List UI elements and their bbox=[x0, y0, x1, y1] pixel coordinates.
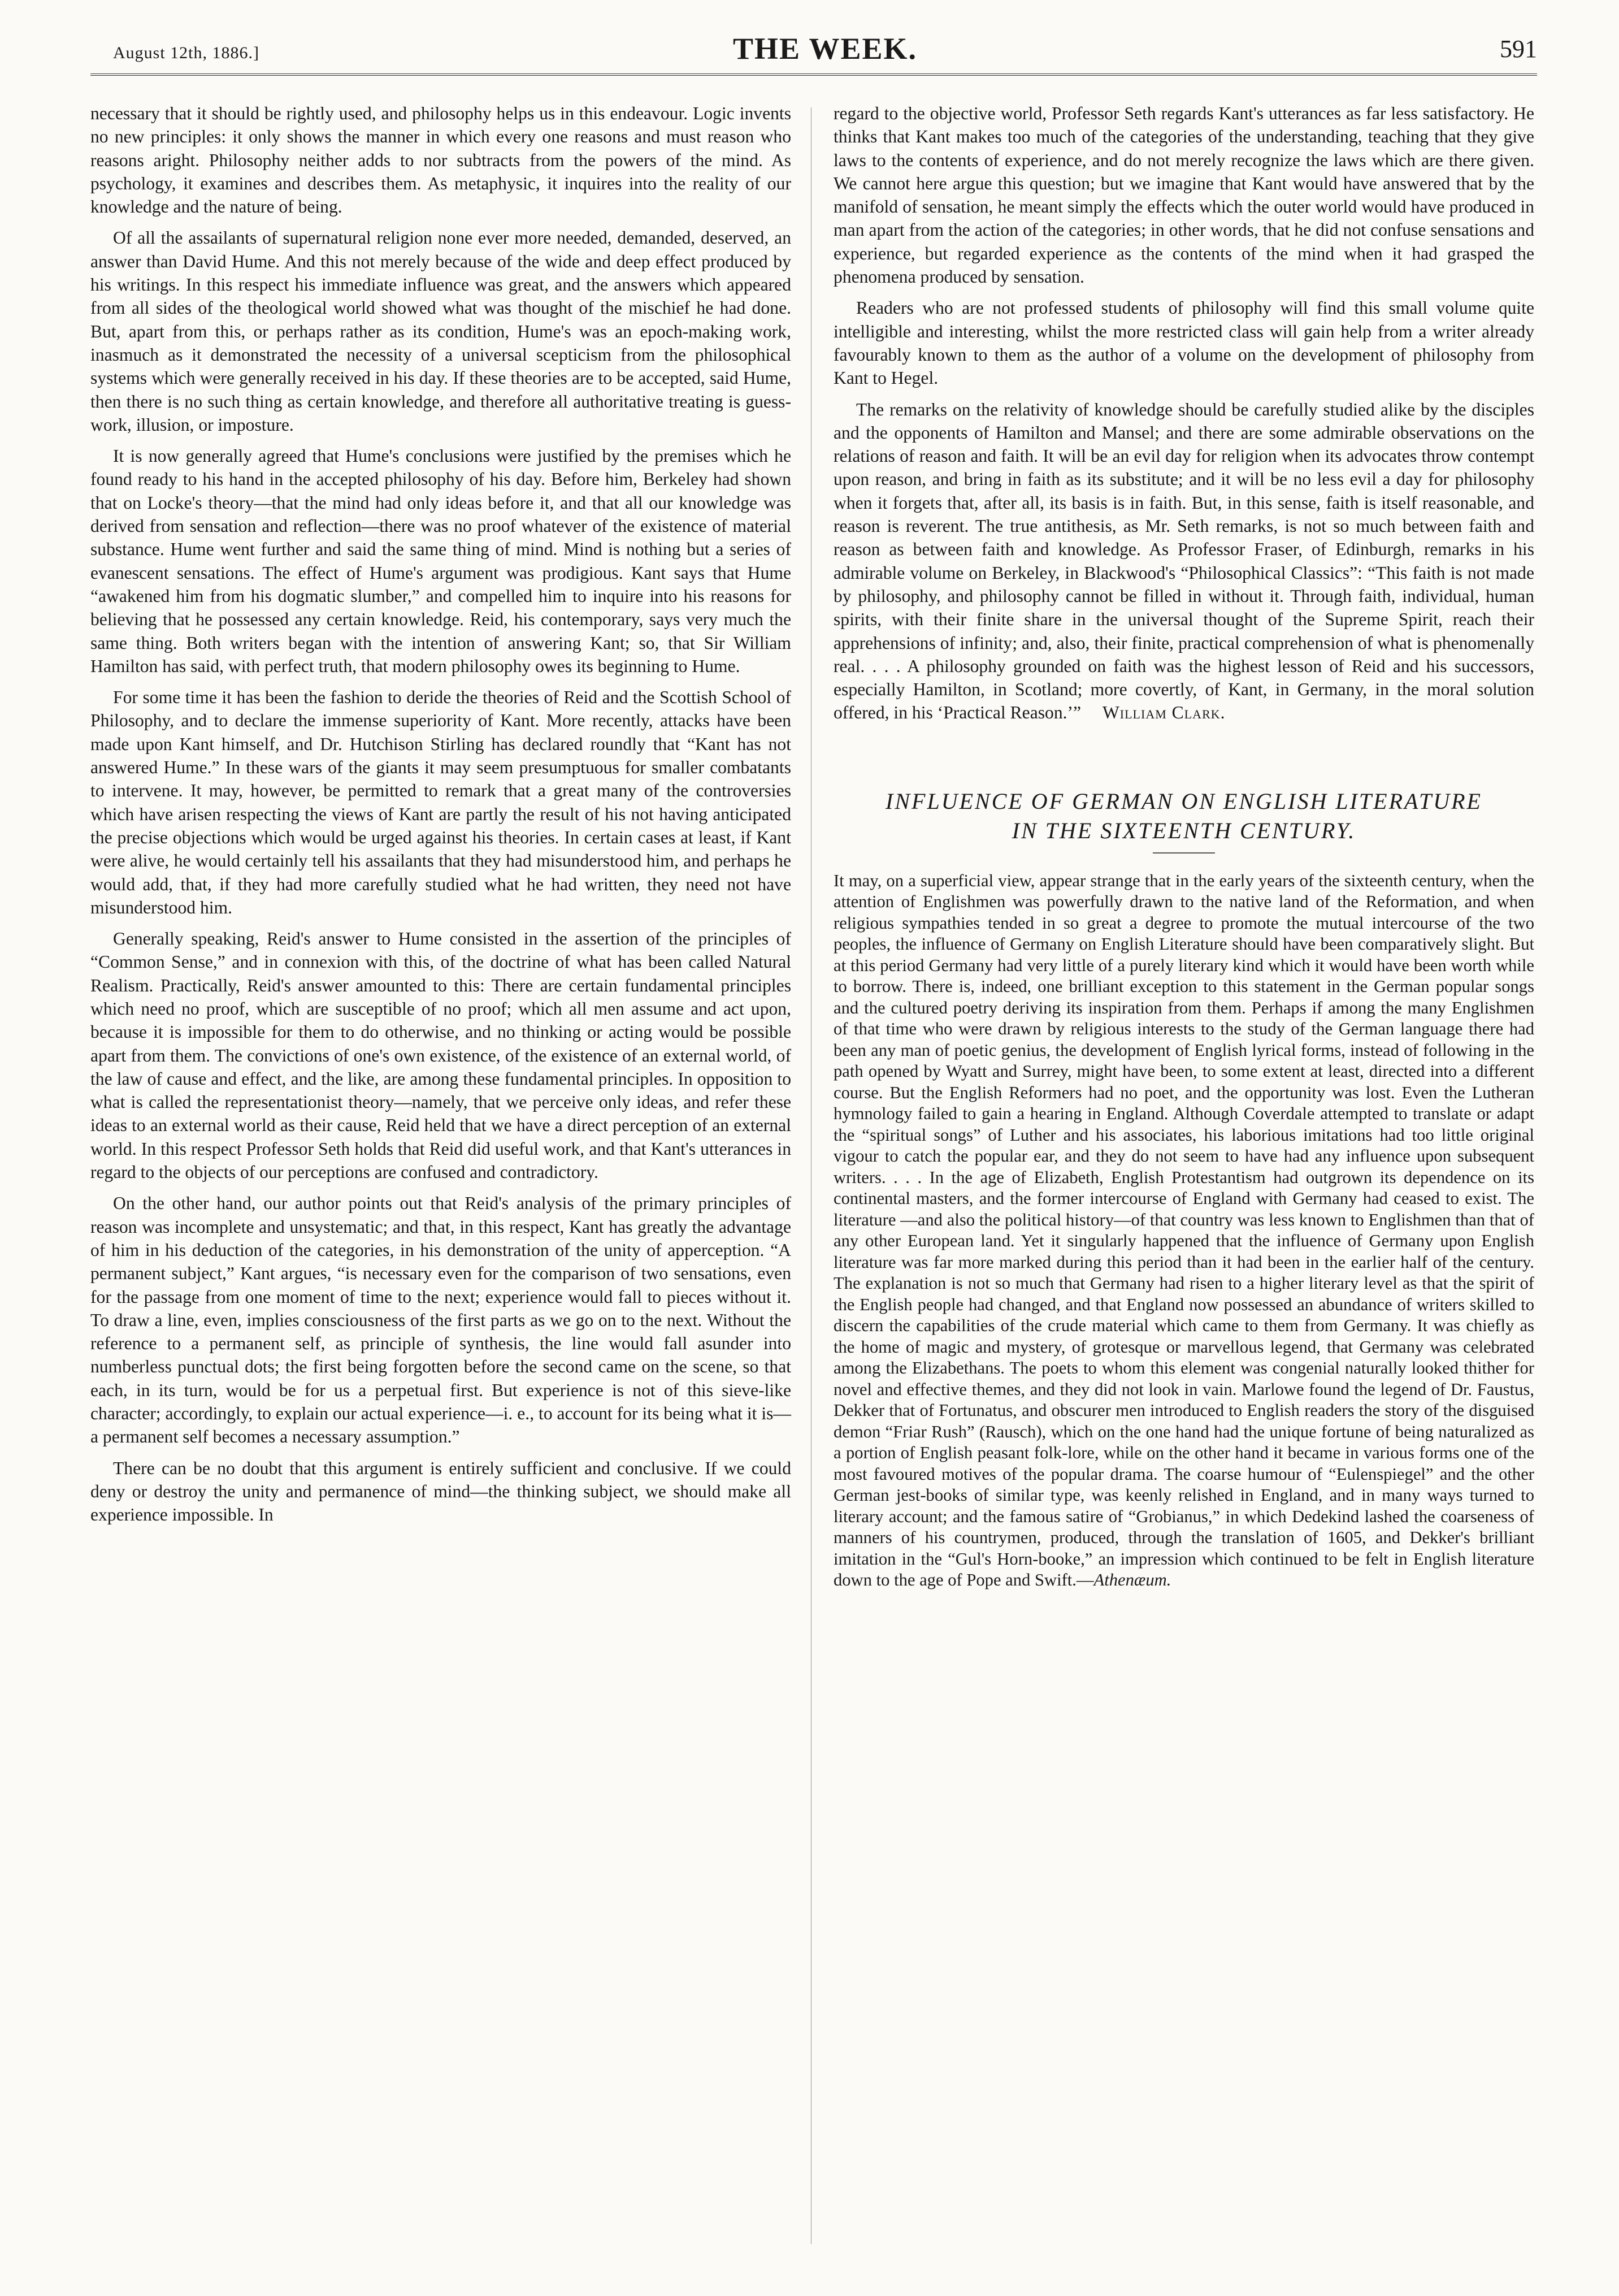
article-body bbox=[834, 870, 1534, 1591]
article-title-line: INFLUENCE OF GERMAN ON ENGLISH LITERATURE bbox=[886, 788, 1482, 814]
source-credit: Athenæum. bbox=[1093, 1570, 1171, 1590]
paragraph: regard to the objective world, Professor Seth regards Kant's utterances as far less satisfactory. He thinks that Kant makes too much of the categories of the understanding, teaching that they give laws to the contents of experience, and do not merely recognize the laws which are there given. We cannot here argue this question; but we imagine that Kant would have answered that by the manifold of sensation, he meant simply the effects which the outer world would have produced in man apart from the action of the categories; in other words, that he did not confuse sensations and experience, but regarded experience as the contents of the mind when it had grasped the phenomena produced by sensation. bbox=[834, 103, 1534, 287]
page-header bbox=[113, 31, 1537, 71]
masthead-title: THE WEEK. bbox=[732, 32, 918, 66]
paragraph: It is now generally agreed that Hume's conclusions were justified by the premises which he found ready to his hand in the accepted philosophy of his day. Before him, Berkeley had shown that on Locke's theory—that the mind had only ideas before it, and that all our knowledge was derived from sensation and reflection—there was no proof whatever of the existence of material substance. Hume went further and said the same thing of mind. Mind is nothing but a series of evanescent sensations. The effect of Hume's argument was prodigious. Kant says that Hume “awakened him from his dogmatic slumber,” and compelled him to inquire into his reasons for believing that he possessed any certain knowledge. Reid, his contemporary, says very much the same thing. Both writers began with the intention of answering Kant; so, that Sir William Hamilton has said, with perfect truth, that modern philosophy owes its beginning to Hume. bbox=[90, 446, 791, 676]
page-number: 591 bbox=[1500, 35, 1537, 63]
title-rule bbox=[1153, 852, 1215, 854]
paragraph: Readers who are not professed students of philosophy will find this small volume quite intelligible and interesting, whilst the more restricted class will gain help from a writer already favourably known to them as the author of a volume on the development of philosophy from Kant to Hegel. bbox=[834, 298, 1534, 388]
paragraph-text: It may, on a superficial view, appear strange that in the early years of the sixteenth century, when the attention of Englishmen was powerfully drawn to the native land of the Reformation, and when religious sympathies tended in so great a degree to promote the mutual intercourse of the two peoples, the influence of Germany on English Literature should have been comparatively slight. But at this period Germany had very little of a purely literary kind which it would have been worth while to borrow. There is, indeed, one brilliant exception to this statement in the German popular songs and the cultured poetry deriving its inspiration from them. Perhaps if among the many Englishmen of that time who were drawn by religious interests to the study of the German language there had been any man of poetic genius, the development of English lyrical forms, instead of following in the path opened by Wyatt and Surrey, might have been, to some extent at least, directed into a different course. But the English Reformers had no poet, and the opportunity was lost. Even the Lutheran hymnology failed to gain a hearing in England. Although Coverdale attempted to translate or adapt the “spiritual songs” of Luther and his associates, his laborious imitations had too little original vigour to catch the popular ear, and they do not seem to have had any influence upon subsequent writers. . . . In the age of Elizabeth, English Protestantism had outgrown its dependence on its continental masters, and the former intercourse of England with Germany had ceased to exist. The literature —and also the political history—of that country was less known to Englishmen than that of any other European land. Yet it singularly happened that the influence of Germany upon English literature was far more marked during this period than it had been in the earlier half of the century. The explanation is not so much that Germany had risen to a higher literary level as that the spirit of the English people had changed, and that England now possessed an abundance of writers skilled to discern the capabilities of the crude material which came to them from Germany. It was chiefly as the home of magic and mystery, of grotesque or marvellous legend, that Germany was celebrated among the Elizabethans. The poets to whom this element was congenial naturally looked thither for novel and effective themes, and they did not look in vain. Marlowe found the legend of Dr. Faustus, Dekker that of Fortunatus, and obscurer men introduced to English readers the story of the disguised demon “Friar Rush” (Rausch), which on the one hand had the unique fortune of being naturalized as a portion of English peasant folk-lore, while on the other hand it became in various forms one of the most favoured motives of the popular drama. The coarse humour of “Eulenspiegel” and the other German jest-books of similar type, was keenly relished in England, and in many ways turned to literary account; and the famous satire of “Grobianus,” in which Dedekind lashed the coarseness of manners of his countrymen, produced, through the translation of 1605, and Dekker's brilliant imitation in the “Gul's Horn-booke,” an impression which continued to be felt in English literature down to the age of Pope and Swift.— bbox=[834, 870, 1534, 1590]
right-column bbox=[834, 102, 1534, 2244]
paragraph bbox=[834, 398, 1534, 725]
paragraph: On the other hand, our author points out that Reid's analysis of the primary principles of reason was incomplete and unsystematic; and that, in this respect, Kant has greatly the advantage of him in his deduction of the categories, in his demonstration of the unity of apperception. “A permanent subject,” Kant argues, “is necessary even for the comparison of two sensations, even for the passage from one moment of time to the next; experience would fall to pieces without it. To draw a line, even, implies consciousness of the first parts as we go on to the next. Without the reference to a permanent self, as principle of synthesis, the line would fall asunder into numberless punctual dots; the first being forgotten before the second came on the scene, so that each, in its turn, would be for us a perpetual first. But experience is not of this sieve-like character; accordingly, to explain our actual experience—i. e., to account for its being what it is—a permanent self becomes a necessary assumption.” bbox=[90, 1193, 791, 1447]
paragraph: Of all the assailants of supernatural religion none ever more needed, demanded, deserved, an answer than David Hume. And this not merely because of the wide and deep effect produced by his writings. In this respect his immediate influence was great, and the answers which appeared from all sides of the theological world showed what was thought of the mischief he had done. But, apart from this, or perhaps rather as its condition, Hume's was an epoch-making work, inasmuch as it demonstrated the necessity of a universal scepticism from the philosophical systems which were generally received in his day. If these theories are to be accepted, said Hume, then there is no such thing as certain knowledge, and therefore all authoritative treating is guess-work, illusion, or imposture. bbox=[90, 228, 791, 435]
author-signature: William Clark. bbox=[1102, 703, 1226, 723]
article-title bbox=[834, 787, 1534, 846]
paragraph-text: The remarks on the relativity of knowledge should be carefully studied alike by the disciples and the opponents of Hamilton and Mansel; and there are some admirable observations on the relations of reason and faith. It will be an evil day for religion when its advocates throw contempt upon reason, and bring in faith as its substitute; and it will be no less evil a day for philosophy when it forgets that, after all, its basis is in faith. But, in this sense, faith is itself reasonable, and reason is reverent. The true antithesis, as Mr. Seth remarks, is not so much between faith and reason as between faith and knowledge. As Professor Fraser, of Edinburgh, remarks in his admirable volume on Berkeley, in Blackwood's “Philosophical Classics”: “This faith is not made by philosophy, and philosophy cannot be filled in without it. Through faith, individual, human spirits, with their finite share in the universal thought of the Supreme Spirit, reach their apprehensions of infinity; and, also, their finite, practical comprehension of what is phenomenally real. . . . A philosophy grounded on faith was the highest lesson of Reid and his successors, especially Hamilton, in Scotland; more covertly, of Kant, in Germany, in the moral solution offered, in his ‘Practical Reason.’” bbox=[834, 399, 1534, 723]
section-gap bbox=[834, 725, 1534, 787]
header-rule bbox=[90, 73, 1537, 76]
article-title-line: IN THE SIXTEENTH CENTURY. bbox=[1012, 817, 1356, 843]
paragraph: necessary that it should be rightly used, and philosophy helps us in this endeavour. Logic invents no new principles: it only shows the manner in which every one reasons and must reason who reasons aright. Philosophy neither adds to nor subtracts from the powers of the mind. As psychology, it examines and describes them. As metaphysic, it inquires into the reality of our knowledge and the nature of being. bbox=[90, 103, 791, 217]
issue-date: August 12th, 1886.] bbox=[113, 44, 259, 62]
left-column bbox=[90, 102, 791, 2244]
paragraph bbox=[834, 870, 1534, 1591]
paragraph: There can be no doubt that this argument is entirely sufficient and conclusive. If we could deny or destroy the unity and permanence of mind—the thinking subject, we should make all experience impossible. In bbox=[90, 1458, 791, 1525]
paragraph: Generally speaking, Reid's answer to Hume consisted in the assertion of the principles of “Common Sense,” and in connexion with this, of the doctrine of what has been called Natural Realism. Practically, Reid's answer amounted to this: There are certain fundamental principles which need no proof, which are susceptible of no proof; which all men assume and act upon, because it is impossible for them to do otherwise, and no thinking or acting would be possible apart from them. The convictions of one's own existence, of the existence of an external world, of the law of cause and effect, and the like, are among these fundamental principles. In opposition to what is called the representationist theory—namely, that we perceive only ideas, and refer these ideas to an external world as their cause, Reid held that we have a direct perception of an external world. In this respect Professor Seth holds that Reid did useful work, and that Kant's utterances in regard to the objects of our perceptions are confused and contradictory. bbox=[90, 929, 791, 1182]
paragraph: For some time it has been the fashion to deride the theories of Reid and the Scottish School of Philosophy, and to declare the immense superiority of Kant. More recently, attacks have been made upon Kant himself, and Dr. Hutchison Stirling has declared roundly that “Kant has not answered Hume.” In these wars of the giants it may seem presumptuous for smaller combatants to intervene. It may, however, be permitted to remark that a great many of the controversies which have arisen respecting the views of Kant are partly the result of his not having anticipated the precise objections which would be urged against his theories. In certain cases at least, if Kant were alive, he would certainly tell his assailants that they had misunderstood him, and perhaps he would add, that, if they had more carefully studied what he had written, they need not have misunderstood him. bbox=[90, 687, 791, 917]
